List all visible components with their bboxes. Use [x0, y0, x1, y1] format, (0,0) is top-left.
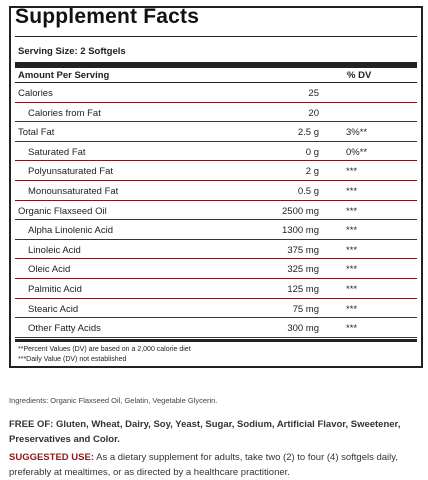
nutrient-dv: *** [346, 185, 358, 197]
nutrient-dv: *** [346, 264, 358, 276]
table-row [15, 142, 417, 162]
table-row [15, 259, 417, 279]
nutrient-name: Calories from Fat [28, 107, 101, 119]
panel-title: Supplement Facts [15, 5, 200, 28]
nutrient-amount: 0.5 g [297, 185, 319, 197]
nutrient-dv: *** [346, 283, 358, 295]
nutrient-name: Stearic Acid [28, 303, 79, 315]
nutrient-dv: *** [346, 244, 358, 256]
nutrient-dv: 3%** [346, 127, 368, 139]
nutrient-dv: *** [346, 205, 358, 217]
suggested-use-text: As a dietary supplement for adults, take two (2) to four (4) softgels daily, preferably at mealtimes, or as directed by a healthcare practitioner. [9, 452, 398, 478]
table-row [15, 161, 417, 181]
footnotes [18, 345, 191, 365]
nutrient-dv: *** [346, 166, 358, 178]
nutrient-amount: 325 mg [287, 264, 319, 276]
nutrient-name: Polyunsaturated Fat [28, 166, 114, 178]
nutrient-name: Total Fat [18, 127, 55, 139]
table-row [15, 220, 417, 240]
nutrient-name: Other Fatty Acids [28, 323, 101, 335]
nutrient-amount: 20 [308, 107, 319, 119]
table-row [15, 240, 417, 260]
nutrient-amount: 375 mg [287, 244, 319, 256]
nutrient-amount: 2.5 g [297, 127, 319, 139]
nutrient-amount: 75 mg [292, 303, 319, 315]
free-of-text: FREE OF: Gluten, Wheat, Dairy, Soy, Yeast, Sugar, Sodium, Artificial Flavor, Sweetener, Preservatives and Color. [9, 419, 401, 445]
nutrient-name: Palmitic Acid [28, 283, 82, 295]
nutrient-amount: 125 mg [287, 283, 319, 295]
nutrient-name: Saturated Fat [28, 146, 86, 158]
footnote-percent-dv: **Percent Values (DV) are based on a 2,000 calorie diet [18, 346, 191, 353]
nutrient-amount: 25 [308, 88, 319, 99]
nutrient-name: Calories [18, 88, 53, 99]
nutrient-rows [15, 83, 417, 338]
amount-per-serving-header: Amount Per Serving [18, 70, 110, 81]
title-rule [15, 36, 417, 37]
nutrient-dv: *** [346, 323, 358, 335]
nutrient-name: Alpha Linolenic Acid [28, 225, 114, 237]
footnote-dv-not-established: ***Daily Value (DV) not established [18, 356, 127, 363]
nutrient-dv: *** [346, 303, 358, 315]
footer-rule [15, 339, 417, 342]
table-row [15, 318, 417, 338]
nutrient-amount: 0 g [305, 146, 319, 158]
ingredients-text: Ingredients: Organic Flaxseed Oil, Gelatin, Vegetable Glycerin. [9, 396, 218, 405]
nutrient-name: Monounsaturated Fat [28, 185, 119, 197]
suggested-use-label: SUGGESTED USE: [9, 452, 94, 463]
table-row [15, 103, 417, 123]
nutrient-amount: 300 mg [287, 323, 319, 335]
dv-header: % DV [347, 70, 372, 81]
nutrient-amount: 1300 mg [282, 225, 319, 237]
table-row [15, 122, 417, 142]
serving-size: Serving Size: 2 Softgels [18, 46, 126, 57]
nutrient-dv: *** [346, 225, 358, 237]
table-row [15, 83, 417, 103]
suggested-use [9, 450, 423, 480]
table-row [15, 201, 417, 221]
supplement-facts-panel [9, 6, 423, 368]
nutrient-dv: 0%** [346, 146, 368, 158]
table-row [15, 279, 417, 299]
nutrient-amount: 2 g [305, 166, 319, 178]
nutrient-name: Linoleic Acid [28, 244, 81, 256]
nutrient-amount: 2500 mg [282, 205, 319, 217]
serving-rule [15, 62, 417, 68]
nutrient-name: Organic Flaxseed Oil [18, 205, 107, 217]
table-row [15, 299, 417, 319]
nutrient-name: Oleic Acid [28, 264, 71, 276]
table-row [15, 181, 417, 201]
